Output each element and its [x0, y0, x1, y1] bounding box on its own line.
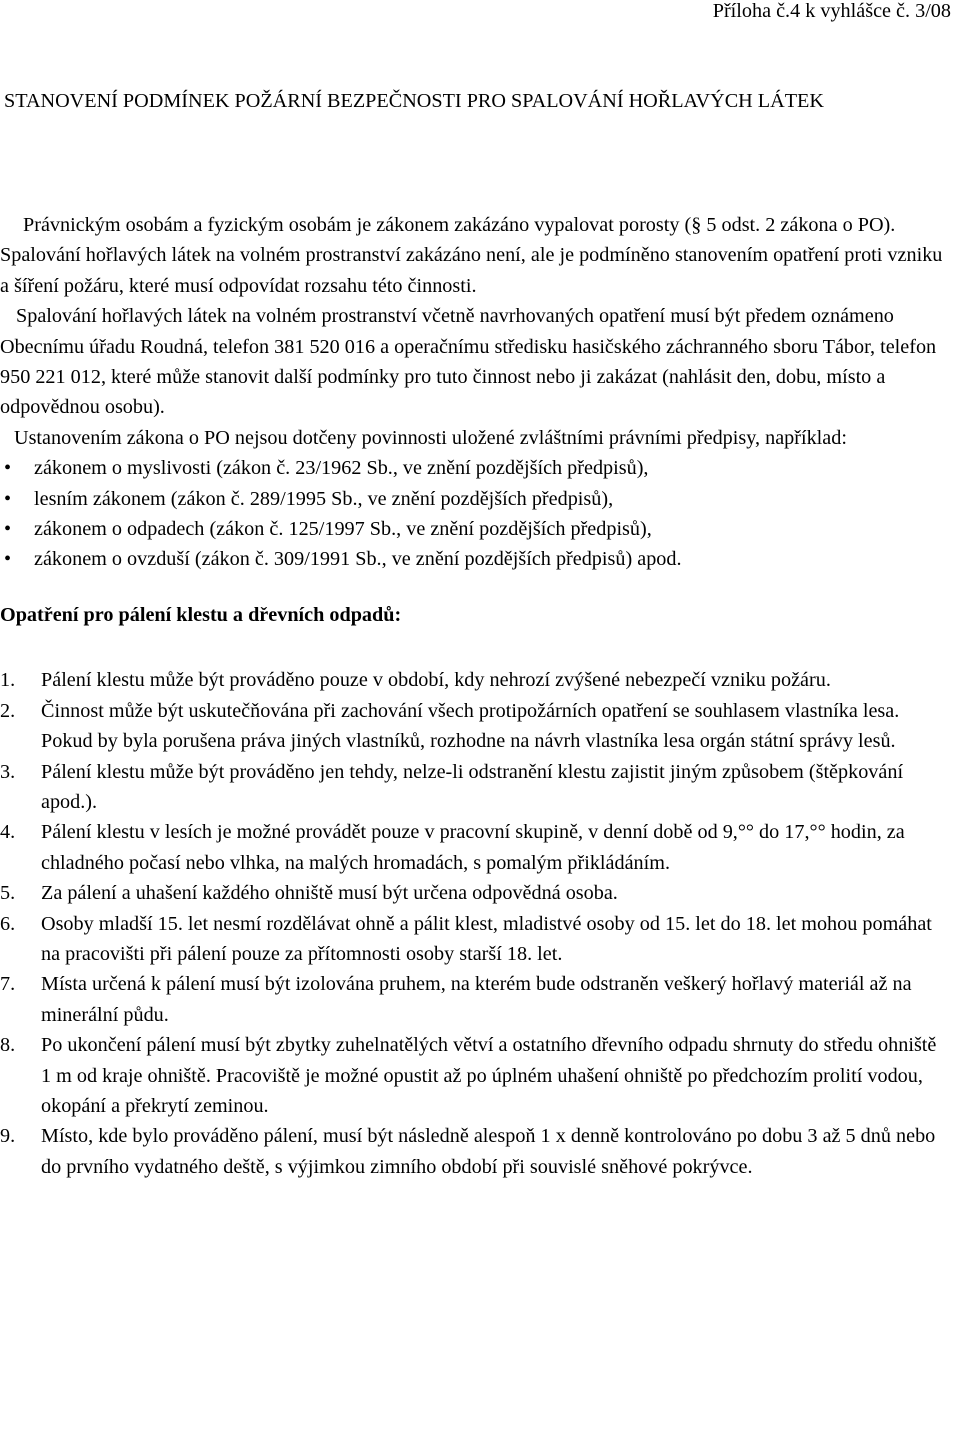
measure-number: 8. — [0, 1034, 16, 1057]
measure-text: Osoby mladší 15. let nesmí rozdělávat ohně a pálit klest, mladistvé osoby od 15. let do 18. let mohou pomáhat na pracovišti při pálení pouze za přítomnosti osoby starší 18. let. — [41, 912, 932, 965]
bullet-icon: • — [4, 518, 12, 541]
measure-number: 3. — [0, 760, 16, 783]
legislation-paragraph: Ustanovením zákona o PO nejsou dotčeny povinnosti uložené zvláštními právními předpisy, například: — [14, 426, 847, 449]
measure-item — [0, 1121, 946, 1182]
measure-text: Pálení klestu v lesích je možné provádět pouze v pracovní skupině, v denní době od 9,°° do 17,°° hodin, za chladného počasí nebo vlhka, na malých hromadách, s pomalým přikládáním. — [41, 821, 905, 874]
bullet-icon: • — [4, 548, 12, 571]
measure-item — [0, 757, 946, 818]
measure-text: Místa určená k pálení musí být izolována pruhem, na kterém bude odstraněn veškerý hořlavý materiál až na minerální půdu. — [41, 973, 912, 1026]
list-item — [0, 484, 946, 514]
intro-paragraph: Právnickým osobám a fyzickým osobám je zákonem zakázáno vypalovat porosty (§ 5 odst. 2 zákona o PO). Spalování hořlavých látek na volném prostranství zakázáno není, ale je podmíněno stanovením opatření proti vzniku a šíření požáru, které musí odpovídat rozsahu této činnosti. — [0, 214, 943, 297]
list-item-text: zákonem o ovzduší (zákon č. 309/1991 Sb., ve znění pozdějších předpisů) apod. — [34, 548, 682, 571]
notification-paragraph: Spalování hořlavých látek na volném prostranství včetně navrhovaných opatření musí být předem oznámeno Obecnímu úřadu Roudná, telefon 381 520 016 a operačnímu středisku hasičského záchranného sboru Tábor, telefon 950 221 012, které může stanovit další podmínky pro tuto činnost nebo ji zakázat (nahlásit den, dobu, místo a odpovědnou osobu). — [0, 305, 937, 419]
legislation-list — [0, 453, 946, 575]
document-title: STANOVENÍ PODMÍNEK POŽÁRNÍ BEZPEČNOSTI PRO SPALOVÁNÍ HOŘLAVÝCH LÁTEK — [4, 90, 824, 112]
measure-number: 6. — [0, 912, 16, 935]
document-body — [0, 210, 946, 1182]
measure-number: 1. — [0, 669, 16, 692]
measure-text: Činnost může být uskutečňována při zachování všech protipožárních opatření se souhlasem vlastníka lesa. Pokud by byla porušena práva jiných vlastníků, rozhodne na návrh vlastníka lesa orgán státní správy lesů. — [41, 699, 900, 753]
list-item — [0, 453, 946, 483]
bullet-icon: • — [4, 487, 12, 510]
measure-number: 7. — [0, 973, 16, 996]
measures-heading: Opatření pro pálení klestu a dřevních odpadů: — [0, 603, 402, 626]
measure-item — [0, 969, 946, 1030]
bullet-icon: • — [4, 457, 12, 480]
list-item — [0, 544, 946, 574]
measure-item — [0, 665, 946, 695]
measure-text: Pálení klestu může být prováděno pouze v období, kdy nehrozí zvýšené nebezpečí vzniku požáru. — [41, 669, 831, 692]
measure-text: Pálení klestu může být prováděno jen tehdy, nelze-li odstranění klestu zajistit jiným způsobem (štěpkování apod.). — [41, 760, 904, 813]
measure-number: 5. — [0, 882, 16, 905]
measure-number: 4. — [0, 821, 16, 844]
attachment-label: Příloha č.4 k vyhlášce č. 3/08 — [712, 0, 951, 22]
list-item — [0, 514, 946, 544]
measure-item — [0, 1030, 946, 1121]
measure-item — [0, 696, 946, 757]
measure-item — [0, 909, 946, 970]
list-item-text: lesním zákonem (zákon č. 289/1995 Sb., ve znění pozdějších předpisů), — [34, 487, 614, 510]
list-item-text: zákonem o myslivosti (zákon č. 23/1962 Sb., ve znění pozdějších předpisů), — [34, 457, 649, 480]
list-item-text: zákonem o odpadech (zákon č. 125/1997 Sb., ve znění pozdějších předpisů), — [34, 518, 652, 541]
measure-text: Místo, kde bylo prováděno pálení, musí být následně alespoň 1 x denně kontrolováno po dobu 3 až 5 dnů nebo do prvního vydatného deště, s výjimkou zimního období při souvislé sněhové pokrývce. — [41, 1125, 936, 1178]
measures-list — [0, 665, 946, 1182]
measure-item — [0, 817, 946, 878]
measure-number: 2. — [0, 699, 16, 722]
measure-text: Za pálení a uhašení každého ohniště musí být určena odpovědná osoba. — [41, 882, 618, 905]
measure-number: 9. — [0, 1125, 16, 1148]
measure-text: Po ukončení pálení musí být zbytky zuhelnatělých větví a ostatního dřevního odpadu shrnuty do středu ohniště 1 m od kraje ohniště. Pracoviště je možné opustit až po úplném uhašení ohniště po předchozím prolití vodou, okopání a překrytí zeminou. — [41, 1034, 937, 1117]
measure-item — [0, 878, 946, 908]
